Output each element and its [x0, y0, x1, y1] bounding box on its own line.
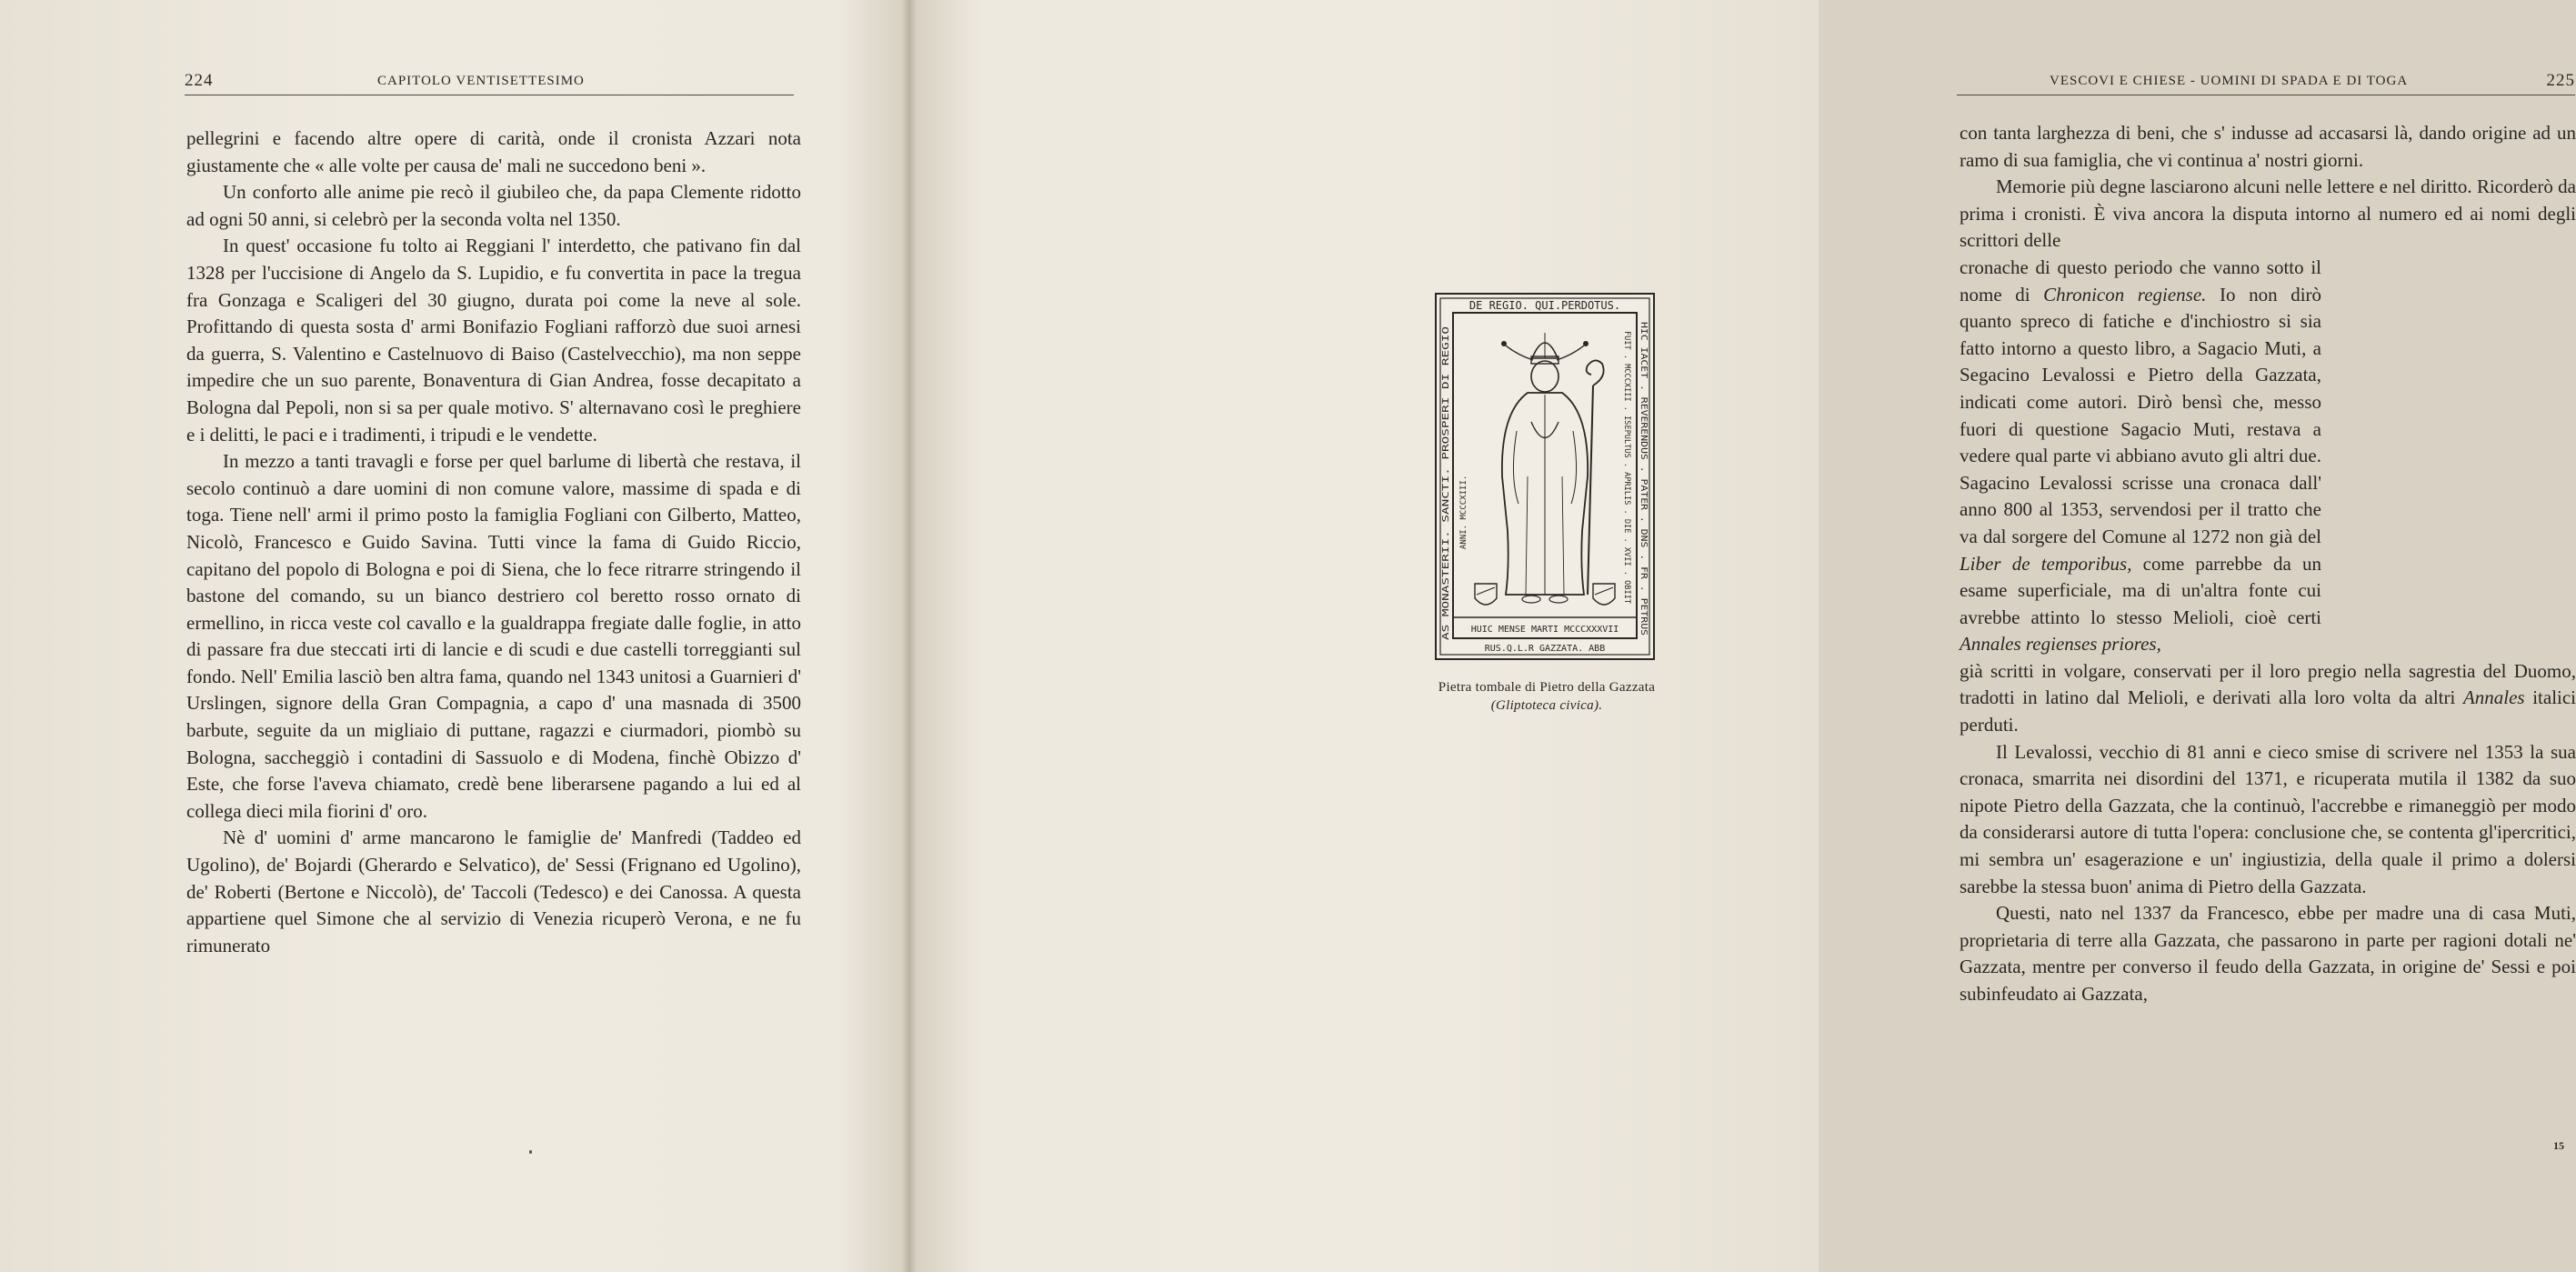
- right-body-text: [1960, 120, 2576, 1008]
- paragraph: pellegrini e facendo altre opere di carità, onde il cronista Azzari nota giustamente che « alle volte per causa de' mali ne succedono beni ».: [186, 127, 801, 176]
- left-page-number: 224: [185, 71, 214, 90]
- signature-mark: 15: [2553, 1139, 2564, 1152]
- text-run: cronache di questo periodo che vanno sotto il nome di: [1960, 255, 2321, 305]
- annales-title: Annales regienses priores,: [1960, 633, 2161, 656]
- caption-italic: (Gliptoteca civica).: [1490, 698, 1603, 713]
- inscription-left: AS MONASTERII. SANCTI. PROSPERI DI REGIO: [1441, 421, 1451, 640]
- liber-title: Liber de temporibus,: [1960, 552, 2132, 575]
- paragraph: con tanta larghezza di beni, che s' indusse ad accasarsi là, dando origine ad un ramo di sua famiglia, che vi continua a' nostri giorni.: [1960, 122, 2576, 171]
- inscription-inner-right: FUIT . MCCCXIII . ISEPULTUS . APRILIS . DIE . XVII . OBIIT: [1622, 331, 1631, 617]
- paragraph: In mezzo a tanti travagli e forse per quel barlume di libertà che restava, il secolo continuò a dare uomini di non comune valore, massime di spada e di toga. Tiene nell' armi il primo posto la famiglia Fogliani con Gilberto, Matteo, Nicolò, Francesco e Guido Savina. Tutti vince la fama di Guido Riccio, capitano del popolo di Bologna e poi di Siena, che lo fece ritrarre stringendo il bastone del comando, su un bianco destriero col beretto rosso ornato di ermellino, in ricca veste col cavallo e la gualdrappa fregiate dalle foglie, in atto di passare fra due steccati irti di lancie e di scudi e due castelli torreggianti sul fondo. Nell' Emilia lasciò ben altra fama, quando nel 1343 unitosi a Guarnieri d' Urslingen, signore della Gran Compagnia, a capo d' una masnada di 3500 barbute, seguite da un migliaio di puttane, ragazzi e ciurmadori, piombò su Bologna, saccheggiò i contadini di Sassuolo e di Modena, finchè Obizzo d' Este, che forse l'aveva chiamato, credè bene liberarsene pagando a lui ed al collega dieci mila fiorini d' oro.: [186, 450, 801, 822]
- inscription-right: HIC IACET . REVERENDUS . PATER . DNS . FR . PETRUS: [1639, 322, 1649, 596]
- caption-text: Pietra tombale di Pietro della Gazzata: [1438, 680, 1656, 695]
- inscription-top: DE REGIO. QUI.PERDOTUS.: [1468, 299, 1621, 312]
- text-run: già scritti in volgare, conservati per il loro pregio nella sagrestia del Duomo, tradotti in latino dal Melioli, e derivati alla loro volta da altri: [1960, 659, 2576, 709]
- inscription-bottom: HUIC MENSE MARTI MCCCXXXVII: [1470, 625, 1619, 635]
- left-page: [0, 0, 909, 1272]
- figure-caption: [1435, 678, 1659, 715]
- tombstone-illustration: [1435, 293, 1655, 660]
- right-running-title: VESCOVI E CHIESE - UOMINI DI SPADA E DI TOGA: [2050, 74, 2409, 88]
- paragraph: Un conforto alle anime pie recò il giubileo che, da papa Clemente ridotto ad ogni 50 anni, si celebrò per la seconda volta nel 1350.: [186, 181, 801, 230]
- right-page-number: 225: [2546, 71, 2575, 90]
- right-running-header: [1957, 71, 2575, 95]
- annales-italic: Annales: [2462, 686, 2525, 709]
- text-run: Io non dirò quanto spreco di fatiche e d'inchiostro si sia fatto intorno a questo libro, a Sagacio Muti, a Segacino Levalossi e Pietro della Gazzata, indicati come autori. Dirò bensì che, messo fuori di questione Sagacio Muti, restava a vedere qual parte vi abbiano avuto gli altri due. Sagacino Levalossi scrisse una cronaca dall' anno 800 al 1353, servendosi per il tratto che va dal sorgere del Comune al 1272 non già del: [1960, 283, 2322, 547]
- left-running-title: CAPITOLO VENTISETTESIMO: [377, 74, 585, 88]
- inscription-inner-left: ANNI. MCCCXIII.: [1459, 475, 1468, 549]
- paragraph: In quest' occasione fu tolto ai Reggiani l' interdetto, che pativano fin dal 1328 per l'uccisione di Angelo da S. Lupidio, e fu convertita in pace la tregua fra Gonzaga e Scaligeri del 30 giugno, durata poi come la neve al sole. Profittando di questa sosta d' armi Bonifazio Fogliani rafforzò due suoi arnesi da guerra, S. Valentino e Castelnuovo di Baiso (Castelvecchio), ma non seppe impedire che un suo parente, Bonaventura di Gian Andrea, fosse decapitato a Bologna dal Pepoli, non si sa per quale motivo. S' alternavano così le preghiere e i delitti, le paci e i tradimenti, i tripudi e le vendette.: [186, 235, 801, 446]
- right-page: [909, 0, 2576, 1272]
- wrapped-text-beside-figure: [1960, 255, 2321, 658]
- ink-speck: [529, 1150, 532, 1154]
- paragraph-continuation: [1960, 658, 2576, 739]
- left-body-text: [186, 125, 801, 959]
- paragraph: Questi, nato nel 1337 da Francesco, ebbe per madre una di casa Muti, proprietaria di terre alla Gazzata, che passarono in parte per ragioni dotali ne' Gazzata, mentre per converso il feudo della Gazzata, in origine de' Sessi e poi subinfeudato ai Gazzata,: [1960, 902, 2576, 1005]
- tombstone-drawing: [1437, 295, 1653, 658]
- text-run: italici perduti.: [1960, 686, 2576, 736]
- paragraph: Nè d' uomini d' arme mancarono le famiglie de' Manfredi (Taddeo ed Ugolino), de' Bojardi (Gherardo e Selvatico), de' Sessi (Frignano ed Ugolino), de' Roberti (Bertone e Niccolò), de' Taccoli (Tedesco) e dei Canossa. A questa appartiene quel Simone che al servizio di Venezia ricuperò Verona, e ne fu rimunerato: [186, 826, 801, 957]
- chronicon-title: Chronicon regiense.: [2043, 283, 2207, 305]
- text-run: come parrebbe da un esame superficiale, ma di un'altra fonte cui avrebbe attinto lo stesso Melioli, cioè certi: [1960, 552, 2322, 628]
- paragraph: Memorie più degne lasciarono alcuni nelle lettere e nel diritto. Ricorderò da prima i cronisti. È viva ancora la disputa intorno al numero ed ai nomi degli scrittori delle: [1960, 175, 2576, 252]
- tombstone-figure: [1435, 293, 1659, 715]
- inscription-bottom-2: RUS.Q.L.R GAZZATA. ABB: [1484, 644, 1606, 654]
- left-running-header: [185, 71, 794, 95]
- paragraph: Il Levalossi, vecchio di 81 anni e cieco smise di scrivere nel 1353 la sua cronaca, smarrita nei disordini del 1371, e ricuperata mutila il 1382 da suo nipote Pietro della Gazzata, che la continuò, l'accrebbe e rimaneggiò per modo da considerarsi autore di tutta l'opera: conclusione che, se contenta gl'ipercritici, mi sembra un' esagerazione e un' ingiustizia, della quale il primo a dolersi sarebbe la stessa buon' anima di Pietro della Gazzata.: [1960, 740, 2576, 897]
